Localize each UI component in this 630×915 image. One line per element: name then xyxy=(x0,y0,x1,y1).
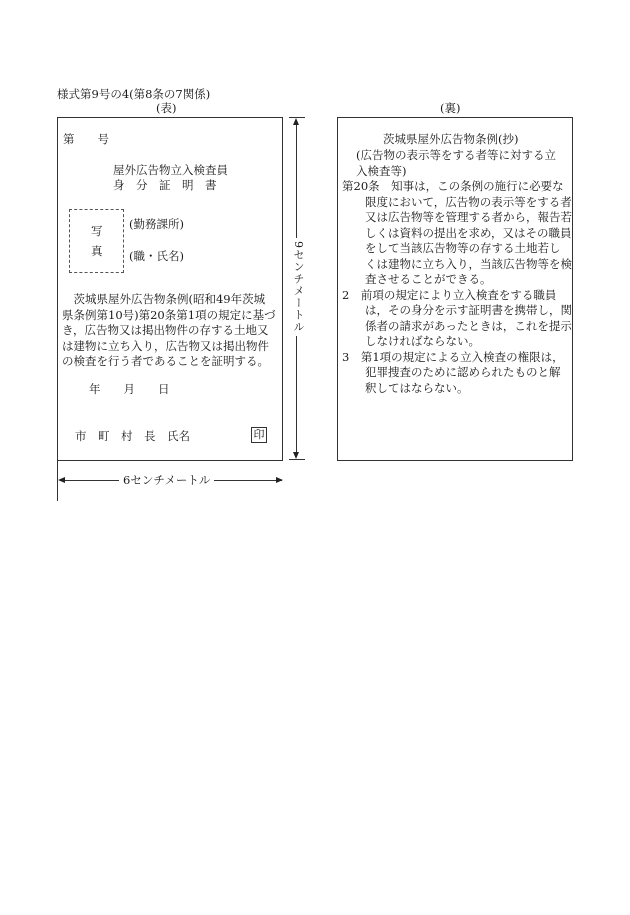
photo-placeholder xyxy=(69,209,124,273)
front-card xyxy=(57,117,283,461)
seal-mark: 印 xyxy=(251,427,267,443)
certificate-body xyxy=(62,292,276,370)
article-line: 釈してはならない。 xyxy=(342,380,469,395)
back-card xyxy=(337,117,573,461)
body-line: 茨城県屋外広告物条例(昭和49年茨城 xyxy=(62,292,266,306)
height-dimension-label: 9センチメートル xyxy=(290,238,306,336)
width-dimension-label: 6センチメートル xyxy=(119,473,214,487)
photo-label-1: 写 xyxy=(91,224,103,238)
article-line: しなければならない。 xyxy=(342,334,480,348)
certificate-title-line2: 身 分 証 明 書 xyxy=(113,178,217,192)
article-line: 3 第1項の規定による立入検査の権限は， xyxy=(342,349,564,364)
arrow-up-icon xyxy=(293,118,299,125)
form-title: 様式第9号の4(第8条の7関係) xyxy=(57,87,211,101)
certificate-title-line1: 屋外広告物立入検査員 xyxy=(113,163,228,177)
article-line: 2 前項の規定により立入検査をする職員 xyxy=(342,287,557,302)
back-subheading xyxy=(356,148,556,179)
article-line: 限度において，広告物の表示等をする者 xyxy=(342,194,572,209)
article-line: 査させることができる。 xyxy=(342,272,492,286)
subheading-line: 入検査等) xyxy=(356,163,407,178)
photo-label-2: 真 xyxy=(91,244,103,258)
article-line: しくは資料の提出を求め，又はその職員 xyxy=(342,225,572,240)
arrow-left-icon xyxy=(58,477,65,483)
article-text xyxy=(342,179,572,396)
back-heading: 茨城県屋外広告物条例(抄) xyxy=(383,132,519,146)
article-line: 犯罪捜査のために認められたものと解 xyxy=(342,365,561,379)
article-line: をして当該広告物等の存する土地若し xyxy=(342,241,561,255)
article-line: 係者の請求があったときは，これを提示 xyxy=(342,318,572,333)
body-line: は建物に立ち入り，広告物又は掲出物件 xyxy=(62,338,269,353)
workplace-field: (勤務課所) xyxy=(129,217,184,231)
position-name-field: (職・氏名) xyxy=(129,249,184,263)
certificate-number-line: 第 号 xyxy=(63,132,109,146)
arrow-right-icon xyxy=(276,477,283,483)
subheading-line: (広告物の表示等をする者等に対する立 xyxy=(356,148,556,162)
body-line: の検査を行う者であることを証明する。 xyxy=(62,354,269,368)
article-line: 又は広告物等を管理する者から，報告若 xyxy=(342,210,572,224)
front-label: (表) xyxy=(156,101,177,115)
arrow-down-icon xyxy=(293,452,299,459)
back-label: (裏) xyxy=(440,101,461,115)
issuer-line: 市 町 村 長 氏名 xyxy=(75,429,190,443)
article-line: 第20条 知事は，この条例の施行に必要な xyxy=(342,179,564,193)
body-line: 県条例第10号)第20条第1項の規定に基づ xyxy=(62,307,276,322)
body-line: き，広告物又は掲出物件の存する土地又 xyxy=(62,323,269,337)
article-line: くは建物に立ち入り，当該広告物等を検 xyxy=(342,256,572,271)
issue-date-line: 年 月 日 xyxy=(89,382,170,396)
article-line: は，その身分を示す証明書を携帯し，関 xyxy=(342,303,572,317)
height-dimension-tick-bottom xyxy=(289,459,305,460)
